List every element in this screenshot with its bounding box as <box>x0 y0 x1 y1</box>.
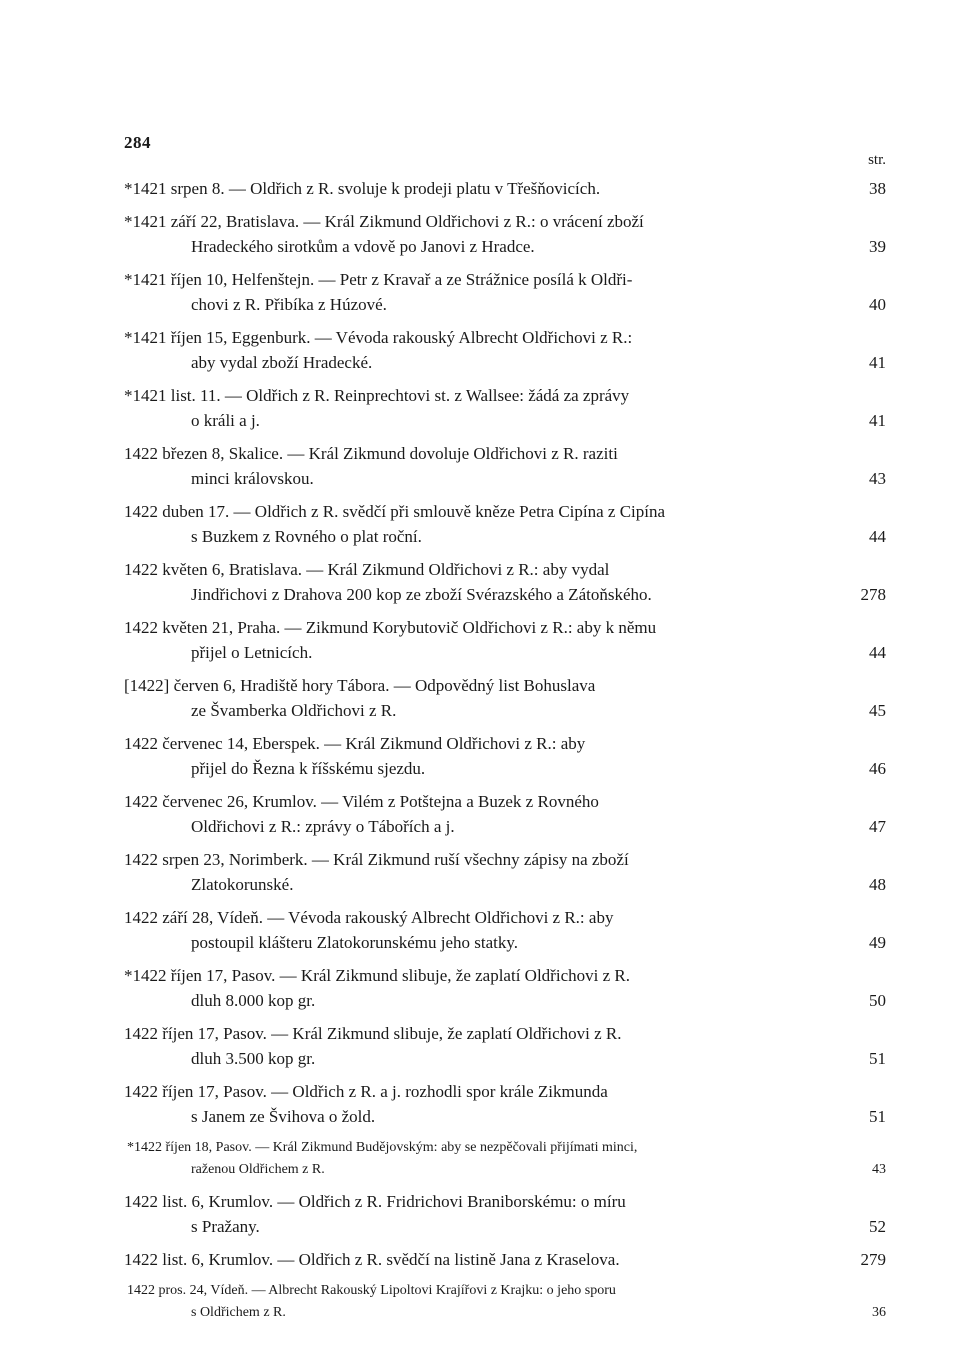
entry-line <box>0 524 960 549</box>
entry-line <box>0 350 960 375</box>
entry-text: raženou Oldřichem z R. <box>191 1162 325 1177</box>
entry-line <box>0 383 960 408</box>
entry-text: 1422 květen 21, Praha. — Zikmund Korybutovič Oldřichovi z R.: aby k němu <box>124 618 657 637</box>
entry-line <box>0 582 960 607</box>
entry-text: Hradeckého sirotkům a vdově po Janovi z Hradce. <box>191 237 535 256</box>
entry-text: přijel o Letnicích. <box>191 643 313 662</box>
entry-page-number: 44 <box>869 643 886 662</box>
entry-page-number: 39 <box>869 237 886 256</box>
regest-entry <box>0 209 960 259</box>
regest-entry <box>0 1280 960 1324</box>
entry-line <box>0 988 960 1013</box>
entry-line <box>0 209 960 234</box>
regest-entry <box>0 499 960 549</box>
regest-entry <box>0 383 960 433</box>
entry-line <box>0 1302 960 1324</box>
entry-text: s Oldřichem z R. <box>191 1305 286 1320</box>
entry-line <box>0 176 960 201</box>
regest-entry <box>0 557 960 607</box>
entry-text: *1421 list. 11. — Oldřich z R. Reinprechtovi st. z Wallsee: žádá za zprávy <box>124 386 630 405</box>
page-number: 284 <box>124 133 151 152</box>
regest-entry <box>0 441 960 491</box>
entry-line <box>0 1159 960 1181</box>
entry-text: minci královskou. <box>191 469 314 488</box>
entry-line <box>0 408 960 433</box>
entry-text: 1422 říjen 17, Pasov. — Král Zikmund slibuje, že zaplatí Oldřichovi z R. <box>124 1024 622 1043</box>
entry-text: 1422 září 28, Vídeň. — Vévoda rakouský Albrecht Oldřichovi z R.: aby <box>124 908 614 927</box>
entry-text: *1421 srpen 8. — Oldřich z R. svoluje k prodeji platu v Třešňovicích. <box>124 179 601 198</box>
entry-line <box>0 1280 960 1302</box>
entry-page-number: 278 <box>860 585 886 604</box>
entry-text: postoupil klášteru Zlatokorunskému jeho statky. <box>191 933 519 952</box>
entry-line <box>0 267 960 292</box>
regest-entry <box>0 1137 960 1181</box>
entry-line <box>0 847 960 872</box>
entry-text: chovi z R. Přibíka z Húzové. <box>191 295 387 314</box>
entry-text: 1422 pros. 24, Vídeň. — Albrecht Rakouský Lipoltovi Krajířovi z Krajku: o jeho sporu <box>127 1283 616 1298</box>
entry-line <box>0 466 960 491</box>
regest-entry <box>0 1247 960 1272</box>
entry-line <box>0 872 960 897</box>
entry-page-number: 51 <box>869 1107 886 1126</box>
entry-page-number: 48 <box>869 875 886 894</box>
entry-page-number: 38 <box>869 179 886 198</box>
entry-text: *1421 říjen 15, Eggenburk. — Vévoda rakouský Albrecht Oldřichovi z R.: <box>124 328 633 347</box>
entry-text: 1422 březen 8, Skalice. — Král Zikmund dovoluje Oldřichovi z R. raziti <box>124 444 618 463</box>
entry-line <box>0 1214 960 1239</box>
entry-line <box>0 292 960 317</box>
entry-page-number: 41 <box>869 353 886 372</box>
entry-text: Zlatokorunské. <box>191 875 294 894</box>
entry-page-number: 45 <box>869 701 886 720</box>
entry-line <box>0 234 960 259</box>
entry-text: s Pražany. <box>191 1217 260 1236</box>
entry-line <box>0 1021 960 1046</box>
entry-line <box>0 963 960 988</box>
entry-text: s Janem ze Švihova o žold. <box>191 1107 376 1126</box>
entry-page-number: 46 <box>869 759 886 778</box>
regest-entry <box>0 673 960 723</box>
entry-line <box>0 673 960 698</box>
entry-text: *1421 říjen 10, Helfenštejn. — Petr z Kravař a ze Strážnice posílá k Oldři- <box>124 270 633 289</box>
entry-page-number: 47 <box>869 817 886 836</box>
regest-entry <box>0 905 960 955</box>
entry-page-number: 50 <box>869 991 886 1010</box>
entry-text: 1422 duben 17. — Oldřich z R. svědčí při smlouvě kněze Petra Cipína z Cipína <box>124 502 666 521</box>
entry-list <box>0 176 960 1332</box>
entry-page-number: 43 <box>869 469 886 488</box>
entry-page-number: 41 <box>869 411 886 430</box>
entry-page-number: 40 <box>869 295 886 314</box>
entry-text: *1422 říjen 17, Pasov. — Král Zikmund slibuje, že zaplatí Oldřichovi z R. <box>124 966 630 985</box>
entry-page-number: 279 <box>860 1250 886 1269</box>
regest-entry <box>0 963 960 1013</box>
entry-page-number: 43 <box>872 1162 886 1177</box>
entry-line <box>0 731 960 756</box>
regest-entry <box>0 847 960 897</box>
regest-entry <box>0 325 960 375</box>
regest-entry <box>0 1021 960 1071</box>
entry-text: dluh 8.000 kop gr. <box>191 991 316 1010</box>
entry-text: 1422 list. 6, Krumlov. — Oldřich z R. Fridrichovi Braniborskému: o míru <box>124 1192 626 1211</box>
entry-text: *1422 říjen 18, Pasov. — Král Zikmund Budějovským: aby se nezpěčovali přijímati minci, <box>127 1140 638 1155</box>
regest-entry <box>0 1079 960 1129</box>
entry-text: Oldřichovi z R.: zprávy o Tábořích a j. <box>191 817 455 836</box>
regest-entry <box>0 731 960 781</box>
entry-text: 1422 červenec 26, Krumlov. — Vilém z Potštejna a Buzek z Rovného <box>124 792 599 811</box>
entry-text: 1422 květen 6, Bratislava. — Král Zikmund Oldřichovi z R.: aby vydal <box>124 560 610 579</box>
entry-line <box>0 930 960 955</box>
entry-line <box>0 814 960 839</box>
entry-line <box>0 698 960 723</box>
entry-line <box>0 1247 960 1272</box>
entry-line <box>0 756 960 781</box>
entry-text: ze Švamberka Oldřichovi z R. <box>191 701 397 720</box>
entry-text: *1421 září 22, Bratislava. — Král Zikmund Oldřichovi z R.: o vrácení zboží <box>124 212 644 231</box>
entry-page-number: 52 <box>869 1217 886 1236</box>
entry-line <box>0 640 960 665</box>
entry-line <box>0 905 960 930</box>
entry-text: Jindřichovi z Drahova 200 kop ze zboží Svérazského a Zátoňského. <box>191 585 652 604</box>
entry-text: dluh 3.500 kop gr. <box>191 1049 316 1068</box>
entry-page-number: 44 <box>869 527 886 546</box>
entry-line <box>0 1079 960 1104</box>
entry-text: 1422 list. 6, Krumlov. — Oldřich z R. svědčí na listině Jana z Kraselova. <box>124 1250 620 1269</box>
entry-text: 1422 červenec 14, Eberspek. — Král Zikmund Oldřichovi z R.: aby <box>124 734 586 753</box>
entry-line <box>0 557 960 582</box>
page-column-label: str. <box>868 152 886 168</box>
entry-text: 1422 srpen 23, Norimberk. — Král Zikmund ruší všechny zápisy na zboží <box>124 850 629 869</box>
entry-text: 1422 říjen 17, Pasov. — Oldřich z R. a j. rozhodli spor krále Zikmunda <box>124 1082 608 1101</box>
regest-entry <box>0 789 960 839</box>
entry-text: [1422] červen 6, Hradiště hory Tábora. — Odpovědný list Bohuslava <box>124 676 596 695</box>
entry-text: o králi a j. <box>191 411 260 430</box>
entry-line <box>0 1137 960 1159</box>
entry-line <box>0 499 960 524</box>
entry-page-number: 49 <box>869 933 886 952</box>
entry-line <box>0 1046 960 1071</box>
entry-page-number: 36 <box>872 1305 886 1320</box>
regest-entry <box>0 615 960 665</box>
entry-line <box>0 1189 960 1214</box>
entry-line <box>0 789 960 814</box>
entry-text: aby vydal zboží Hradecké. <box>191 353 373 372</box>
entry-line <box>0 325 960 350</box>
entry-text: s Buzkem z Rovného o plat roční. <box>191 527 422 546</box>
regest-entry <box>0 267 960 317</box>
entry-line <box>0 1104 960 1129</box>
entry-line <box>0 615 960 640</box>
entry-text: přijel do Řezna k říšskému sjezdu. <box>191 759 426 778</box>
entry-line <box>0 441 960 466</box>
regest-entry <box>0 176 960 201</box>
regest-entry <box>0 1189 960 1239</box>
entry-page-number: 51 <box>869 1049 886 1068</box>
